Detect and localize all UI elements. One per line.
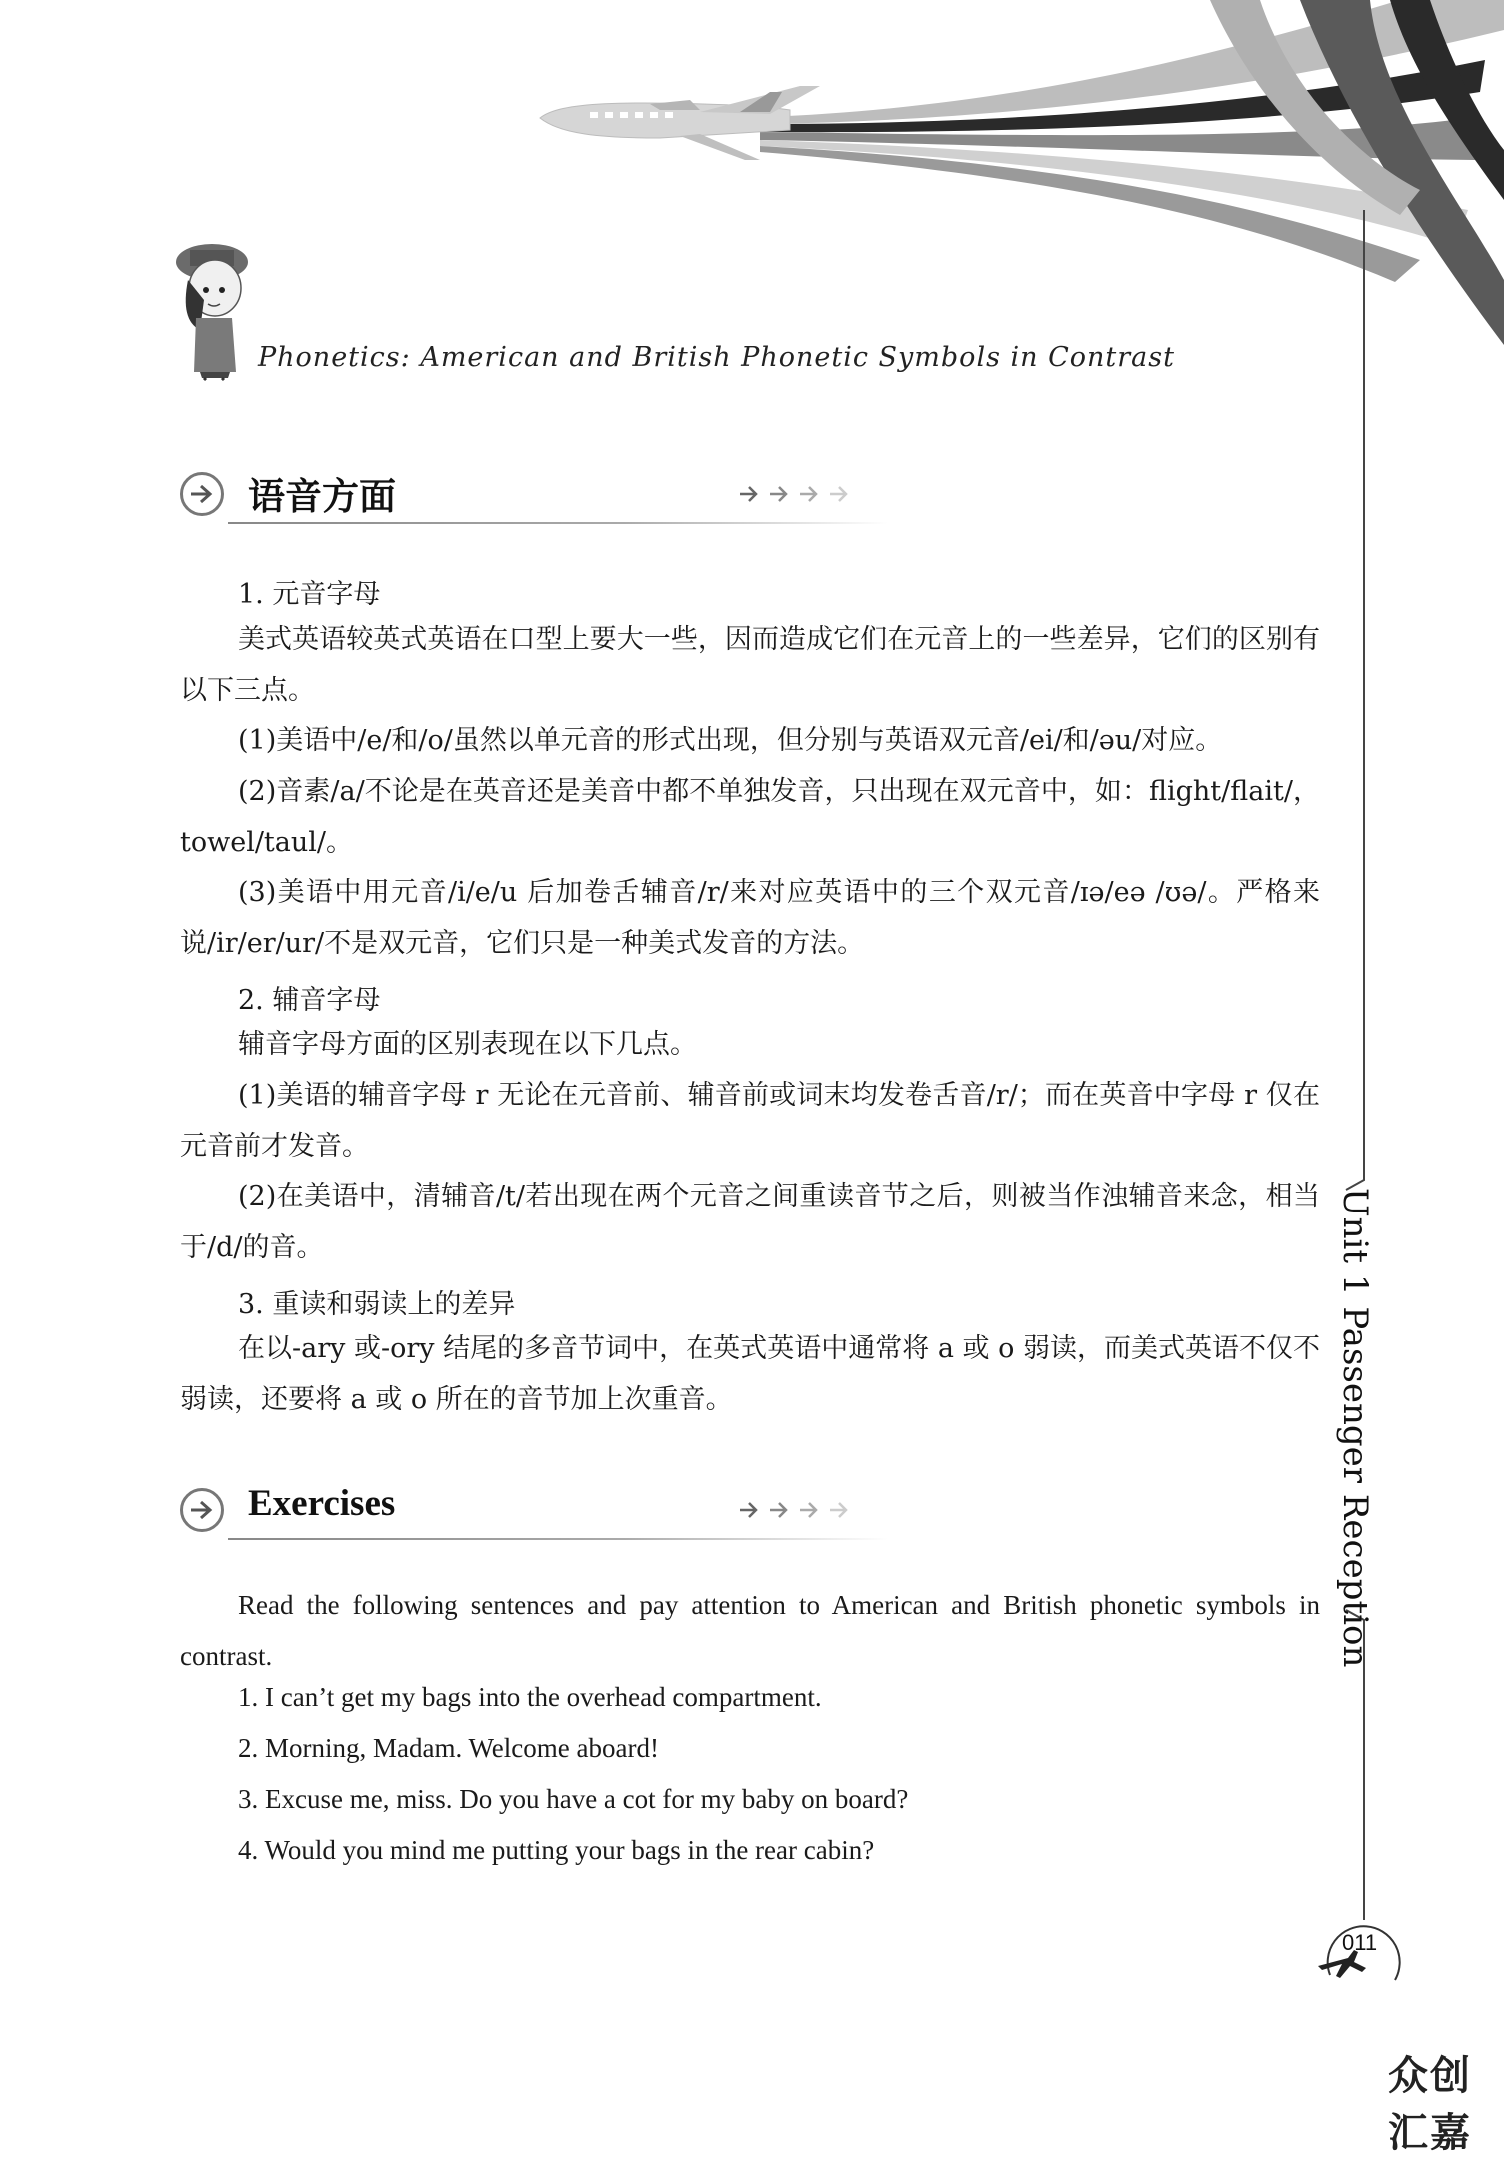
arrow-row-icon (738, 484, 858, 504)
exercise-sentence: 3. Excuse me, miss. Do you have a cot for my baby on board? (238, 1784, 909, 1814)
section-title: 语音方面 (248, 474, 396, 518)
paragraph: (1)美语中/e/和/o/虽然以单元音的形式出现，但分别与英语双元音/ei/和/əu/对应。 (238, 725, 1223, 756)
paragraph: (1)美语的辅音字母 r 无论在元音前、辅音前或词末均发卷舌音/r/；而在英音中字母 r 仅在元音前才发音。 (180, 1080, 1320, 1162)
subheading-stress: 3. 重读和弱读上的差异 (238, 1289, 516, 1320)
arrow-circle-icon (180, 472, 224, 516)
section-heading-exercises (178, 1476, 898, 1546)
subheading-vowels: 1. 元音字母 (238, 579, 381, 610)
exercise-sentence: 4. Would you mind me putting your bags in the rear cabin? (238, 1835, 875, 1865)
exercise-sentence: 1. I can’t get my bags into the overhead compartment. (238, 1682, 822, 1712)
exercise-sentence: 2. Morning, Madam. Welcome aboard! (238, 1733, 659, 1763)
heading-underline (228, 522, 888, 524)
paragraph: 辅音字母方面的区别表现在以下几点。 (238, 1029, 697, 1060)
paragraph: (2)音素/a/不论是在英音还是美音中都不单独发音，只出现在双元音中，如：flight/flait/，towel/taul/。 (180, 776, 1320, 858)
exercise-intro: Read the following sentences and pay attention to American and British phonetic symbols in contrast. (180, 1590, 1320, 1671)
paragraph: (3)美语中用元音/i/e/u 后加卷舌辅音/r/来对应英语中的三个双元音/ɪə/eə /ʊə/。严格来说/ir/er/ur/不是双元音，它们只是一种美式发音的方法。 (180, 877, 1320, 959)
arrow-row-icon (738, 1500, 858, 1520)
streamer-graphic (740, 0, 1504, 345)
section-heading-phonetics (178, 460, 898, 530)
header-title: Phonetics: American and British Phonetic Symbols in Contrast (258, 342, 1175, 373)
arrow-circle-icon (180, 1488, 224, 1532)
section-title: Exercises (248, 1483, 396, 1524)
subheading-consonants: 2. 辅音字母 (238, 985, 381, 1016)
stewardess-cartoon (176, 244, 248, 380)
paragraph: 在以-ary 或-ory 结尾的多音节词中，在英式英语中通常将 a 或 o 弱读，而美式英语不仅不弱读，还要将 a 或 o 所在的音节加上次重音。 (180, 1333, 1320, 1415)
paragraph: (2)在美语中，清辅音/t/若出现在两个元音之间重读音节之后，则被当作浊辅音来念，相当于/d/的音。 (180, 1181, 1320, 1263)
heading-underline (228, 1538, 888, 1540)
unit-label: Unit 1 Passenger Reception (1335, 1188, 1375, 1668)
watermark: 众创汇嘉 (1388, 2053, 1472, 2156)
page-number: 011 (1342, 1930, 1378, 1955)
paragraph: 美式英语较英式英语在口型上要大一些，因而造成它们在元音上的一些差异，它们的区别有以下三点。 (180, 624, 1320, 706)
